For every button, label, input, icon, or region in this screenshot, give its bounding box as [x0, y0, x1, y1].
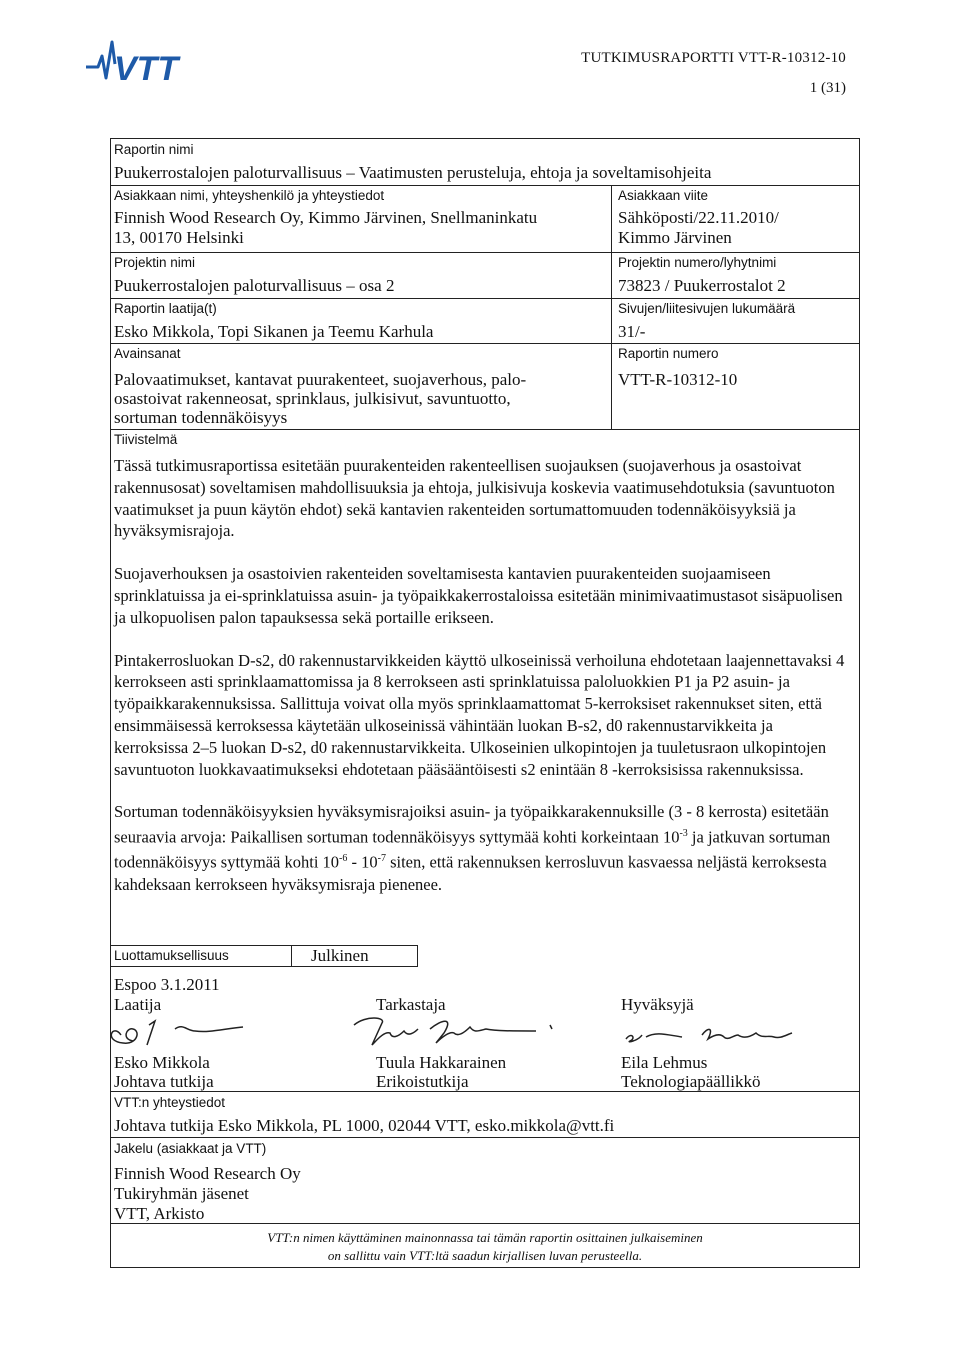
summary-paragraph: Tässä tutkimusraportissa esitetään puurakenteiden rakenteellisen suojauksen (suojaverhous ja osastoivat rakennusosat) soveltamisen mahdollisuuksia ja ehtoja, julkisivuja koskevia vaatimusehdotuksia (savuntuoton vaatimukset ja puun käytön ehdot) sekä kantavien rakenteiden sortumattomuuden todennäköisyyksiä ja hyväksymisrajoja. [114, 456, 835, 541]
report-code: TUTKIMUSRAPORTTI VTT-R-10312-10 [581, 50, 846, 66]
project-number: 73823 / Puukerrostalot 2 [618, 276, 786, 295]
project-row [111, 252, 859, 299]
summary-paragraph: Pintakerrosluokan D-s2, d0 rakennustarvikkeiden käyttö ulkoseinissä verhoiluna ehdotetaan laajennettavaksi 4 kerrokseen asti sprinklaamattomissa ja 8 kerrokseen asti sprinklatuissa paloluokkien P1 ja P2 asuin- ja työpaikkarakennuksissa. Sallittuja voivat olla myös sprinklaamattomat 5-kerroksiset rakennukset siten, että ensimmäisessä kerroksessa käytetään ulkoseinissä vähintään luokan B-s2, d0 rakennustarvikkeita ja kerroksissa 2–5 luokan D-s2, d0 rakennustarvikkeita. Ulkoseinien ulkopintojen ja tuuletusraon ulkopintojen savuntuoton luokkavaatimukseksi ehdotetaan pääsääntöisesti s2 enintään 8 -kerroksisissa rakennuksissa. [114, 650, 845, 779]
confidentiality-box [111, 945, 418, 967]
confidentiality-label: Luottamuksellisuus [114, 948, 229, 963]
place-date: Espoo 3.1.2011 [114, 975, 220, 994]
author-title: Johtava tutkija [114, 1072, 214, 1091]
author-role: Laatija [114, 995, 162, 1014]
divider [291, 946, 292, 966]
distribution-line-2: Tukiryhmän jäsenet [114, 1184, 249, 1203]
author-name: Esko Mikkola [114, 1053, 210, 1072]
reviewer-name: Tuula Hakkarainen [376, 1053, 507, 1072]
keywords-line-1: Palovaatimukset, kantavat puurakenteet, suojaverhous, palo- [114, 370, 527, 389]
report-number: VTT-R-10312-10 [618, 370, 738, 389]
report-form [110, 138, 860, 1268]
footer-note [111, 1229, 859, 1265]
reviewer-signature [346, 1011, 606, 1053]
client-line-2: 13, 00170 Helsinki [114, 228, 244, 247]
vtt-logo [84, 34, 204, 94]
reviewer-title: Erikoistutkija [376, 1072, 469, 1091]
summary-text-part: - 10 [347, 852, 378, 872]
reviewer-role: Tarkastaja [376, 995, 446, 1014]
client-ref-label: Asiakkaan viite [618, 188, 709, 203]
project-name-label: Projektin nimi [114, 255, 196, 270]
approver-role: Hyväksyjä [621, 995, 694, 1014]
project-name: Puukerrostalojen paloturvallisuus – osa 2 [114, 276, 395, 295]
report-name-label: Raportin nimi [114, 142, 194, 157]
footer-row [111, 1223, 859, 1268]
client-label: Asiakkaan nimi, yhteyshenkilö ja yhteystiedot [114, 188, 385, 203]
authors: Esko Mikkola, Topi Sikanen ja Teemu Karhula [114, 322, 434, 341]
divider [611, 299, 612, 344]
contact-label: VTT:n yhteystiedot [114, 1095, 226, 1110]
page-number: 1 (31) [809, 80, 846, 96]
summary-label: Tiivistelmä [114, 432, 178, 447]
confidentiality-value: Julkinen [311, 946, 369, 965]
authors-label: Raportin laatija(t) [114, 301, 217, 316]
approver-signature [616, 1017, 816, 1053]
summary-text-part: Sortuman todennäköisyyksien hyväksymisrajoiksi asuin- ja työpaikkarakennuksille (3 - 8 kerrosta) esitetään seuraavia arvoja: Paikallisen sortuman todennäköisyys syttymää kohti korkeintaan 10 [114, 802, 829, 847]
summary-text [114, 455, 849, 917]
contact-value: Johtava tutkija Esko Mikkola, PL 1000, 02044 VTT, esko.mikkola@vtt.fi [114, 1116, 615, 1135]
distribution-label: Jakelu (asiakkaat ja VTT) [114, 1141, 267, 1156]
author-signature [103, 1017, 273, 1053]
exponent: -6 [339, 853, 348, 865]
exponent: -3 [679, 828, 688, 840]
distribution-row [111, 1137, 859, 1224]
keywords-label: Avainsanat [114, 346, 181, 361]
divider [611, 186, 612, 253]
client-line-1: Finnish Wood Research Oy, Kimmo Järvinen, Snellmaninkatu [114, 208, 538, 227]
keywords-line-2: osastoivat rakenneosat, sprinklaus, julkisivut, savuntuotto, [114, 389, 511, 408]
distribution-line-3: VTT, Arkisto [114, 1204, 205, 1223]
project-number-label: Projektin numero/lyhytnimi [618, 255, 777, 270]
keywords-line-3: sortuman todennäköisyys [114, 408, 288, 427]
divider [611, 253, 612, 299]
footer-note-line-1: VTT:n nimen käyttäminen mainonnassa tai tämän raportin osittainen julkaiseminen [267, 1230, 703, 1245]
pages: 31/- [618, 322, 646, 341]
summary-text-part: ja jatkuvan sortuman todennäköisyys syttymää kohti 10 [114, 827, 831, 872]
report-name: Puukerrostalojen paloturvallisuus – Vaatimusten perusteluja, ehtoja ja soveltamisohjeita [114, 163, 712, 182]
exponent: -7 [377, 853, 386, 865]
client-ref-line-2: Kimmo Järvinen [618, 228, 732, 247]
client-ref-line-1: Sähköposti/22.11.2010/ [618, 208, 779, 227]
logo-text: VTT [114, 50, 179, 88]
authors-row [111, 298, 859, 344]
summary-paragraph [114, 801, 849, 895]
distribution-line-1: Finnish Wood Research Oy [114, 1164, 301, 1183]
report-name-row [111, 139, 859, 185]
divider [611, 344, 612, 430]
approver-title: Teknologiapäällikkö [621, 1072, 761, 1091]
summary-text-part: siten, että rakennuksen kerrosluvun kasvaessa neljästä kerroksesta kahdeksaan kerrokseen hyväksymisraja pienenee. [114, 852, 827, 894]
report-number-label: Raportin numero [618, 346, 719, 361]
keywords-row [111, 343, 859, 430]
summary-paragraph: Suojaverhouksen ja osastoivien rakenteiden soveltamisesta kantavien puurakenteiden suojaamiseen sprinklatuissa ja ei-sprinklatuissa asuin- ja työpaikkakerrostaloissa esitetään minimivaatimustasot sisäpuolisen ja ulkopuolisen palon tapauksessa sekä portaille erikseen. [114, 564, 843, 627]
approver-name: Eila Lehmus [621, 1053, 708, 1072]
footer-note-line-2: on sallittu vain VTT:ltä saadun kirjallisen luvan perusteella. [327, 1248, 643, 1263]
contact-row [111, 1091, 859, 1138]
client-row [111, 185, 859, 253]
pages-label: Sivujen/liitesivujen lukumäärä [618, 301, 796, 316]
